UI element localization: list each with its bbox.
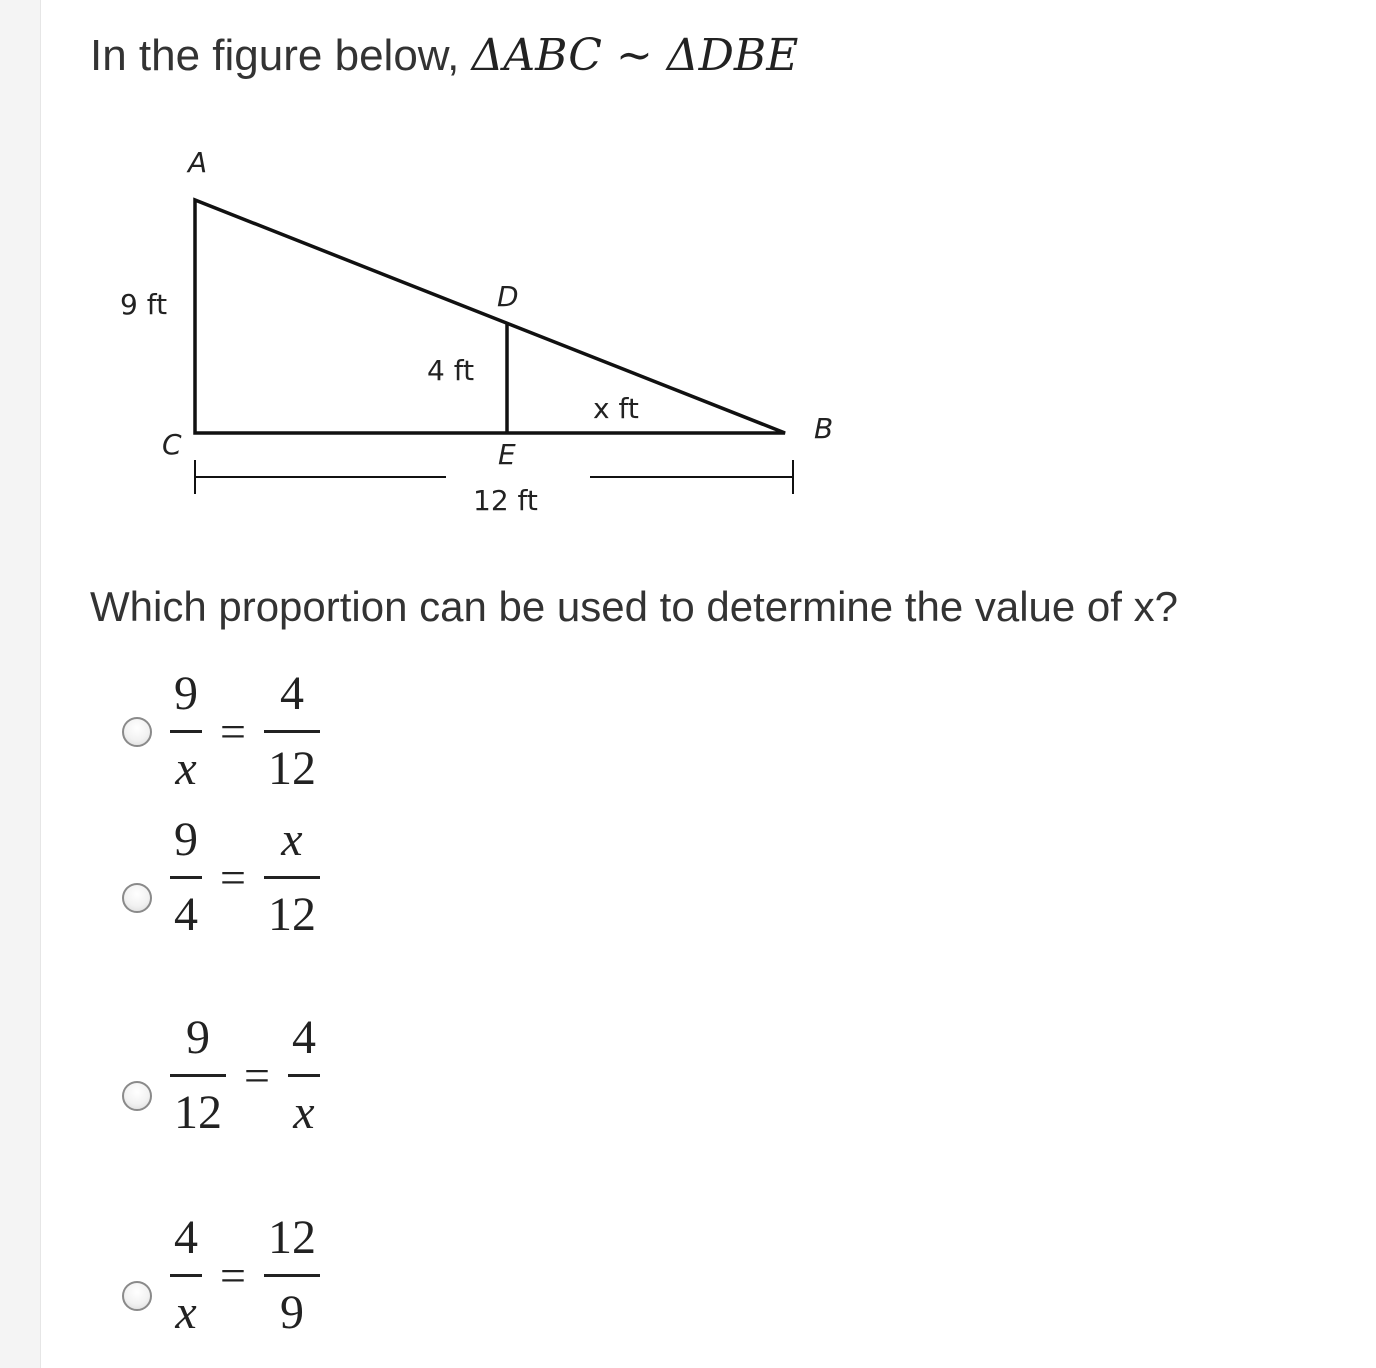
equals-sign: = bbox=[220, 1250, 246, 1301]
fraction-bar bbox=[264, 1274, 320, 1277]
vertex-label-c: C bbox=[162, 428, 182, 461]
equals-sign: = bbox=[220, 852, 246, 903]
fraction-right bbox=[260, 668, 324, 795]
fraction-left bbox=[166, 1012, 230, 1139]
numerator: 9 bbox=[174, 667, 198, 720]
fraction-right bbox=[260, 814, 324, 941]
length-label-ac: 9 ft bbox=[120, 288, 168, 321]
fraction-left bbox=[166, 814, 206, 941]
answer-choice-1[interactable] bbox=[122, 668, 324, 795]
answer-choice-4[interactable] bbox=[122, 1212, 324, 1339]
vertex-label-e: E bbox=[498, 438, 516, 471]
fraction-right bbox=[260, 1212, 324, 1339]
proportion-4 bbox=[166, 1212, 324, 1339]
proportion-3 bbox=[166, 1012, 324, 1139]
question-text: Which proportion can be used to determine the value of x? bbox=[90, 583, 1178, 630]
numerator: 4 bbox=[174, 1211, 198, 1264]
denominator: x bbox=[175, 1286, 197, 1339]
numerator: 9 bbox=[174, 813, 198, 866]
denominator: 12 bbox=[267, 742, 316, 795]
fraction-bar bbox=[288, 1074, 320, 1077]
fraction-right bbox=[284, 1012, 324, 1139]
prompt-lead: In the figure below, bbox=[90, 31, 460, 80]
proportion-1 bbox=[166, 668, 324, 795]
radio-button-2[interactable] bbox=[122, 883, 152, 913]
fraction-bar bbox=[170, 876, 202, 879]
radio-button-3[interactable] bbox=[122, 1081, 152, 1111]
answer-choice-2[interactable] bbox=[122, 814, 324, 941]
denominator: 4 bbox=[174, 888, 198, 941]
fraction-bar bbox=[170, 1074, 226, 1077]
numerator: 4 bbox=[291, 1011, 316, 1064]
radio-button-4[interactable] bbox=[122, 1281, 152, 1311]
denominator: 9 bbox=[279, 1286, 304, 1339]
answer-choice-3[interactable] bbox=[122, 1012, 324, 1139]
numerator: 4 bbox=[279, 667, 304, 720]
triangle-abc bbox=[195, 200, 785, 433]
denominator: x bbox=[293, 1086, 315, 1139]
numerator: 9 bbox=[186, 1011, 210, 1064]
similarity-statement: ΔABC ~ ΔDBE bbox=[471, 30, 799, 81]
fraction-bar bbox=[264, 730, 320, 733]
length-label-cb: 12 ft bbox=[473, 484, 538, 517]
fraction-bar bbox=[170, 1274, 202, 1277]
proportion-2 bbox=[166, 814, 324, 941]
length-label-de: 4 ft bbox=[427, 354, 475, 387]
vertex-label-a: A bbox=[188, 146, 208, 179]
length-label-db: x ft bbox=[593, 392, 639, 425]
equals-sign: = bbox=[244, 1050, 270, 1101]
equals-sign: = bbox=[220, 706, 246, 757]
vertex-label-b: B bbox=[814, 412, 834, 445]
fraction-left bbox=[166, 1212, 206, 1339]
denominator: x bbox=[175, 742, 197, 795]
numerator: x bbox=[281, 813, 303, 866]
fraction-left bbox=[166, 668, 206, 795]
fraction-bar bbox=[170, 730, 202, 733]
fraction-bar bbox=[264, 876, 320, 879]
denominator: 12 bbox=[174, 1086, 222, 1139]
triangle-figure bbox=[0, 0, 900, 540]
numerator: 12 bbox=[267, 1211, 316, 1264]
denominator: 12 bbox=[267, 888, 316, 941]
radio-button-1[interactable] bbox=[122, 717, 152, 747]
vertex-label-d: D bbox=[497, 280, 519, 313]
